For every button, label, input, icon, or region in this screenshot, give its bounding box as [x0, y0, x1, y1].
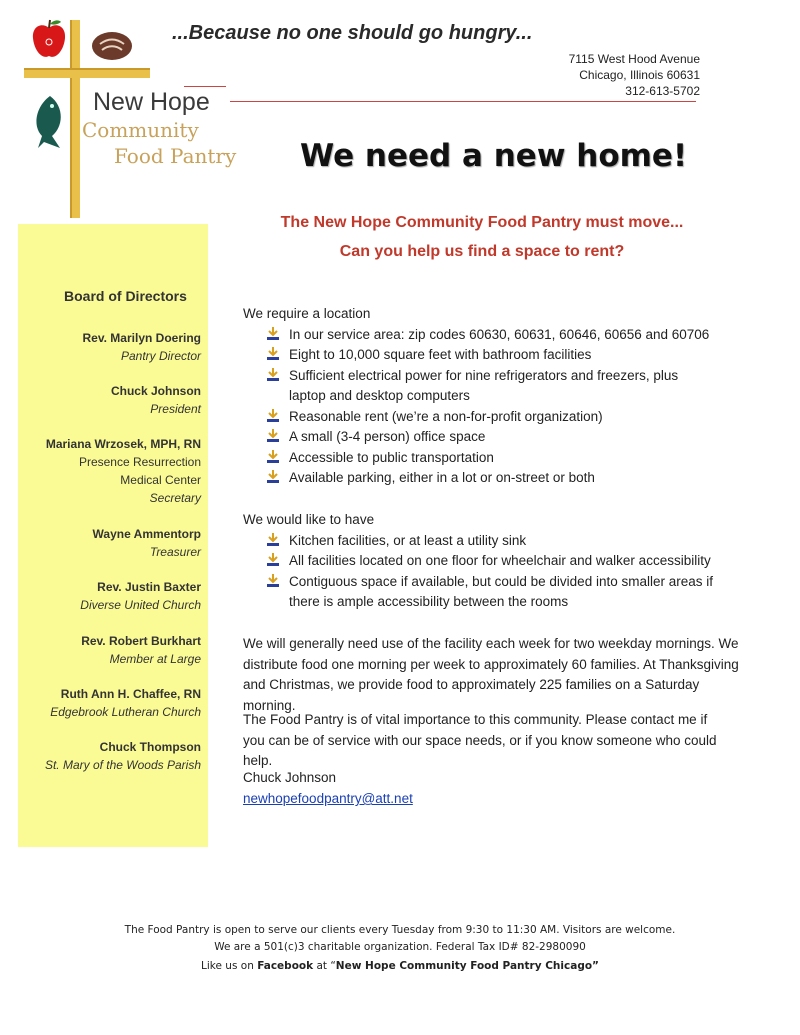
signature-name: Chuck Johnson: [243, 770, 337, 785]
headline: We need a new home!: [300, 138, 688, 174]
list-item: [243, 345, 713, 366]
board-member: [111, 382, 201, 418]
arrow-bullet-icon: [267, 429, 279, 443]
board-member: [50, 685, 201, 721]
arrow-bullet-icon: [267, 553, 279, 567]
list-item-text: Available parking, either in a lot or on-street or both: [289, 470, 595, 485]
list-item: [243, 325, 713, 346]
member-role: Diverse United Church: [80, 598, 201, 612]
address-street: 7115 West Hood Avenue: [568, 52, 700, 66]
list-item: [243, 448, 713, 469]
subheading-move: The New Hope Community Food Pantry must move...: [280, 214, 684, 231]
arrow-bullet-icon: [267, 347, 279, 361]
arrow-bullet-icon: [267, 409, 279, 423]
requirements-section: [243, 304, 713, 489]
member-org: Medical Center: [120, 473, 201, 487]
board-member: [83, 329, 201, 365]
phone-number: 312-613-5702: [625, 84, 700, 98]
footer-text: at “: [313, 960, 336, 972]
email-link[interactable]: newhopefoodpantry@att.net: [243, 791, 413, 806]
member-role: Edgebrook Lutheran Church: [50, 705, 201, 719]
wishes-section: [243, 510, 713, 613]
board-member: [45, 738, 201, 774]
footer-facebook: [0, 960, 800, 972]
list-item-text: In our service area: zip codes 60630, 60631, 60646, 60656 and 60706: [289, 326, 710, 342]
list-item: [243, 366, 713, 407]
member-name: Rev. Justin Baxter: [97, 580, 201, 594]
board-member: [93, 525, 201, 561]
header-rule-short: [184, 86, 226, 87]
member-name: Chuck Thompson: [99, 740, 201, 754]
list-item-text: A small (3-4 person) office space: [289, 429, 486, 444]
bread-icon: [90, 30, 134, 62]
member-name: Mariana Wrzosek, MPH, RN: [45, 437, 201, 451]
member-role: Pantry Director: [120, 349, 201, 363]
member-role: President: [150, 402, 201, 416]
board-member: [80, 578, 201, 614]
list-item: [243, 427, 713, 448]
wishes-intro: We would like to have: [243, 512, 375, 527]
member-role: St. Mary of the Woods Parish: [44, 758, 201, 772]
subheading-help: Can you help us find a space to rent?: [339, 243, 625, 260]
member-name: Chuck Johnson: [110, 384, 201, 398]
list-item-text: Contiguous space if available, but could be divided into smaller areas if there is ample accessibility between the rooms: [289, 573, 713, 609]
arrow-bullet-icon: [267, 574, 279, 588]
arrow-bullet-icon: [267, 450, 279, 464]
contact-paragraph: The Food Pantry is of vital importance to this community. Please contact me if you can be of service with our space needs, or if you know someone who could help.: [243, 712, 717, 768]
header-rule: [230, 101, 696, 102]
footer-hours: The Food Pantry is open to serve our clients every Tuesday from 9:30 to 11:30 AM. Visitors are welcome.: [124, 924, 676, 936]
address-city: Chicago, Illinois 60631: [579, 68, 700, 82]
apple-icon: [30, 18, 68, 62]
board-member: [46, 435, 201, 507]
arrow-bullet-icon: [267, 533, 279, 547]
board-member: [81, 632, 201, 668]
member-role: Member at Large: [109, 652, 201, 666]
tagline: ...Because no one should go hungry...: [172, 22, 533, 44]
list-item-text: Sufficient electrical power for nine refrigerators and freezers, plus laptop and desktop computers: [289, 367, 679, 403]
wishes-list: [243, 531, 713, 613]
member-name: Rev. Robert Burkhart: [81, 634, 201, 648]
footer-tax-id: We are a 501(c)3 charitable organization. Federal Tax ID# 82-2980090: [214, 941, 586, 953]
list-item: [243, 407, 713, 428]
member-org: Presence Resurrection: [78, 455, 201, 469]
arrow-bullet-icon: [267, 327, 279, 341]
list-item: [243, 551, 713, 572]
list-item-text: Kitchen facilities, or at least a utility sink: [289, 532, 527, 548]
list-item-text: Eight to 10,000 square feet with bathroom facilities: [289, 347, 592, 362]
requirements-list: [243, 325, 713, 489]
logo-new-hope: New Hope: [93, 88, 210, 116]
list-item-text: Reasonable rent (we’re a non-for-profit organization): [289, 408, 603, 424]
logo-community: Community: [82, 118, 199, 142]
fish-icon: [28, 92, 72, 150]
list-item: [243, 572, 713, 613]
board-title: Board of Directors: [64, 288, 187, 304]
facebook-page-name: New Hope Community Food Pantry Chicago”: [335, 960, 599, 972]
member-name: Rev. Marilyn Doering: [82, 331, 201, 345]
list-item-text: All facilities located on one floor for wheelchair and walker accessibility: [289, 553, 711, 568]
member-role: Treasurer: [149, 545, 201, 559]
schedule-paragraph: We will generally need use of the facility each week for two weekday mornings. We distribute food one morning per week to approximately 60 families. At Thanksgiving and Christmas, we provide food to approximately 225 families on a Saturday morning.: [243, 636, 739, 713]
member-role: Secretary: [149, 491, 201, 505]
cross-bar: [24, 68, 150, 78]
facebook-label: Facebook: [257, 960, 314, 972]
list-item-text: Accessible to public transportation: [289, 449, 494, 465]
logo-food-pantry: Food Pantry: [114, 144, 237, 168]
member-name: Ruth Ann H. Chaffee, RN: [60, 687, 201, 701]
footer-text: Like us on: [201, 960, 258, 972]
member-name: Wayne Ammentorp: [92, 527, 201, 541]
requirements-intro: We require a location: [243, 306, 371, 321]
list-item: [243, 531, 713, 552]
arrow-bullet-icon: [267, 470, 279, 484]
list-item: [243, 468, 713, 489]
arrow-bullet-icon: [267, 368, 279, 382]
